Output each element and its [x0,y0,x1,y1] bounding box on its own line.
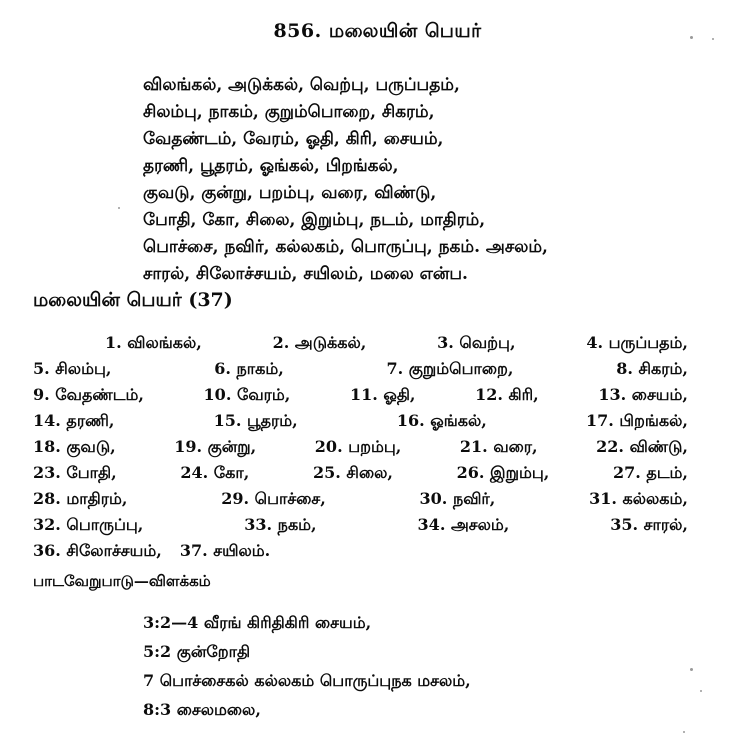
list-line [33,382,688,408]
list-line [33,434,688,460]
scan-speck [690,36,693,39]
list-entry: 34. அசலம், [417,515,510,534]
list-entry: 36. சிலோச்சயம், [33,541,162,560]
list-line [33,460,688,486]
list-entry: 6. நாகம், [214,359,284,378]
scan-speck [712,38,714,40]
variants-block [143,608,471,724]
list-entry: 3. வெற்பு, [437,333,516,352]
scan-speck [690,668,693,671]
list-entry: 28. மாதிரம், [33,489,128,508]
variant-line: 8:3 சைலமலை, [143,700,261,719]
verse-line: சாரல், சிலோச்சயம், சயிலம், மலை என்ப. [143,264,468,284]
list-entry: 21. வரை, [459,437,538,456]
list-line [33,330,688,356]
list-entry: 15. பூதரம், [213,411,298,430]
verse-line: சிலம்பு, நாகம், குறும்பொறை, சிகரம், [143,102,435,122]
list-entry: 2. அடுக்கல், [272,333,367,352]
list-entry: 1. விலங்கல், [105,333,202,352]
list-line [33,486,688,512]
list-entry: 26. இறும்பு, [456,463,550,482]
variants-heading: பாடவேறுபாடு—விளக்கம் [33,572,211,590]
list-entry: 31. கல்லகம், [589,489,688,508]
verse-line: விலங்கல், அடுக்கல், வெற்பு, பருப்பதம், [143,75,460,95]
list-line [33,408,688,434]
list-entry: 17. பிறங்கல், [586,411,688,430]
list-entry: 32. பொருப்பு, [33,515,144,534]
list-entry: 22. விண்டு, [596,437,688,456]
verse-line: தரணி, பூதரம், ஓங்கல், பிறங்கல், [143,156,399,176]
list-entry: 14. தரணி, [33,411,115,430]
numbered-list [33,330,688,564]
variant-line: 5:2 குன்றோதி [143,642,251,661]
list-entry: 25. சிலை, [313,463,393,482]
scan-speck [118,207,120,209]
verse-line: குவடு, குன்று, பறம்பு, வரை, விண்டு, [143,183,437,203]
list-entry: 30. நவிர், [419,489,496,508]
section-heading: 856. மலையின் பெயர் [273,20,482,42]
list-entry: 20. பறம்பு, [314,437,402,456]
list-entry: 35. சாரல், [610,515,688,534]
scan-speck [700,690,702,692]
list-entry: 18. குவடு, [33,437,116,456]
list-heading: மலையின் பெயர் (37) [33,289,233,311]
variant-line: 3:2—4 வீரங் கிரிதிகிரி சையம், [143,613,372,632]
list-line [33,512,688,538]
variant-line: 7 பொச்சைகல் கல்லகம் பொருப்புநக மசலம், [143,671,471,690]
verse-line: போதி, கோ, சிலை, இறும்பு, நடம், மாதிரம், [143,210,486,230]
list-line [33,538,688,564]
list-entry: 37. சயிலம். [179,541,271,560]
list-entry: 24. கோ, [180,463,250,482]
list-entry: 11. ஓதி, [349,385,416,404]
verse-line: வேதண்டம், வேரம், ஓதி, கிரி, சையம், [143,129,444,149]
list-entry: 8. சிகரம், [616,359,688,378]
list-entry: 4. பருப்பதம், [586,333,688,352]
list-entry: 16. ஓங்கல், [396,411,487,430]
list-entry: 23. போதி, [33,463,117,482]
list-line [33,356,688,382]
verse-block [143,72,548,288]
list-entry: 19. குன்று, [174,437,257,456]
verse-line: பொச்சை, நவிர், கல்லகம், பொருப்பு, நகம். அசலம், [143,237,548,257]
list-entry: 7. குறும்பொறை, [386,359,514,378]
list-entry: 10. வேரம், [203,385,291,404]
list-entry: 27. தடம், [612,463,688,482]
list-entry: 9. வேதண்டம், [33,385,144,404]
list-entry: 29. பொச்சை, [221,489,326,508]
scan-speck [683,731,685,733]
list-entry: 13. சையம், [598,385,688,404]
list-entry: 5. சிலம்பு, [33,359,112,378]
list-entry: 12. கிரி, [475,385,539,404]
list-entry: 33. நகம், [244,515,317,534]
